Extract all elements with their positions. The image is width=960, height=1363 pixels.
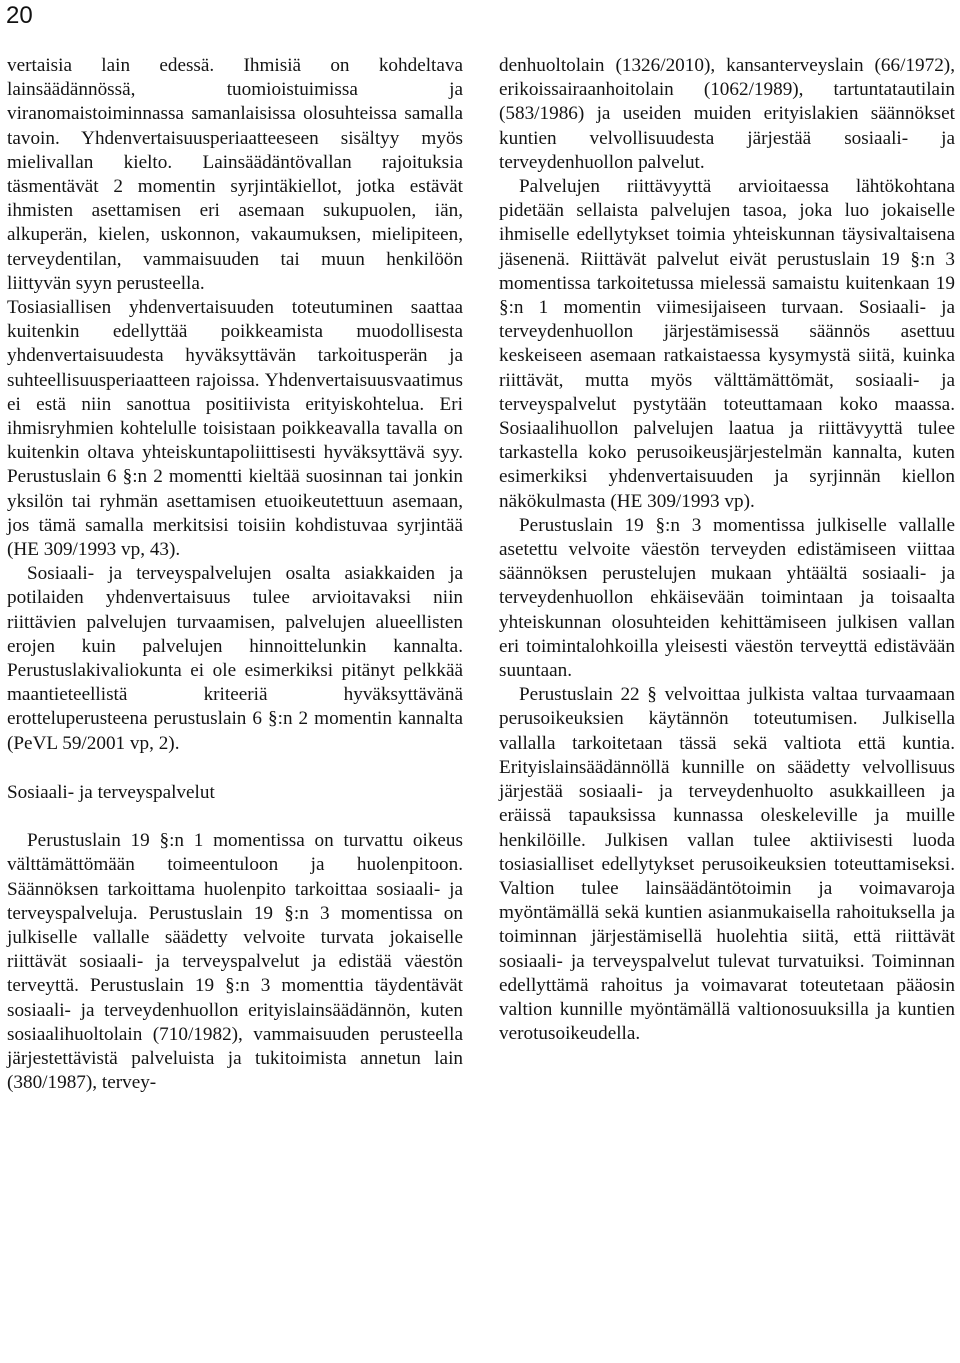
left-column: [7, 54, 463, 1095]
paragraph: Tosiasiallisen yhdenvertaisuuden toteutuminen saattaa kuitenkin edellyttää poikkeamista muodollisesta yhdenvertaisuudesta hyväksyttävän tarkoitusperän ja suhteellisuusperiaatteen rajoissa. Yhdenvertaisuusvaatimus ei estä niin sanottua positiivista erityiskohtelua. Eri ihmisryhmien kohtelulle toisistaan poikkeavalla tavalla on kuitenkin oltava yhteiskuntapoliittisesti hyväksyttävä syy. Perustuslain 6 §:n 2 momentti kieltää suosinnan tai jonkin yksilön tai ryhmän asettamisen etuoikeutettuun asemaan, jos tämä samalla merkitsisi toisiin kohdistuvaa syrjintää (HE 309/1993 vp, 43).: [7, 297, 463, 561]
paragraph: Sosiaali- ja terveyspalvelujen osalta asiakkaiden ja potilaiden yhdenvertaisuus tulee arvioitavaksi niin riittävien palvelujen turvaamisen, palvelujen alueellisten erojen kuin palvelujen hinnoittelunkin kannalta. Perustuslakivaliokunta ei ole esimerkiksi pitänyt pelkkää maantieteellistä kriteeriä hyväksyttävänä erotteluperusteena perustuslain 6 §:n 2 momentin kannalta (PeVL 59/2001 vp, 2).: [7, 563, 463, 754]
paragraph: vertaisia lain edessä. Ihmisiä on kohdeltava lainsäädännössä, tuomioistuimissa ja viranomaistoiminnassa samanlaisissa olosuhteissa samalla tavoin. Yhdenvertaisuusperiaatteeseen sisältyy myös mielivallan kielto. Lainsäädäntövallan rajoituksia täsmentävät 2 momentin syrjintäkiellot, jotka estävät ihmisten asettamisen eri asemaan sukupuolen, iän, alkuperän, kielen, uskonnon, vakaumuksen, mielipiteen, terveydentilan, vammaisuuden tai muun henkilöön liittyvän syyn perusteella.: [7, 55, 463, 294]
paragraph: Perustuslain 19 §:n 3 momentissa julkiselle vallalle asetettu velvoite väestön terveyden edistämiseen viittaa säännöksen perustelujen mukaan yhtäältä sosiaali- ja terveydenhuollon ehkäisevään toimintaan ja toisaalta yhteiskunnan olosuhteiden kehittämiseen julkisen vallan eri toimintalohkoilla yleisesti väestön terveyttä edistävään suuntaan.: [499, 514, 955, 682]
paragraph: Palvelujen riittävyyttä arvioitaessa lähtökohtana pidetään sellaista palvelujen tasoa, joka luo jokaiselle ihmiselle edellytykset toimia yhteiskunnan täysivaltaisena jäsenenä. Riittävät palvelut eivät perustuslain 19 §:n 3 momentissa tarkoitetussa mielessä samaistu kuitenkaan 19 §:n 1 momentin viimesijaiseen turvaan. Sosiaali- ja terveydenhuollon järjestämisessä säännös asettuu keskeiseen asemaan ratkaistaessa kysymystä siitä, kuinka riittävät, mutta myös välttämättömät, sosiaali- ja terveyspalvelut pystytään toteuttamaan koko maassa. Sosiaalihuollon palvelujen laatua ja riittävyyttä tulee tarkastella koko perusoikeusjärjestelmän kannalta, kuten esimerkiksi yhdenvertaisuuden ja syrjinnän kiellon näkökulmasta (HE 309/1993 vp).: [499, 176, 955, 512]
paragraph: Perustuslain 19 §:n 1 momentissa on turvattu oikeus välttämättömään toimeentuloon ja huolenpitoon. Säännöksen tarkoittama huolenpito tarkoittaa sosiaali- ja terveyspalveluja. Perustuslain 19 §:n 3 momentissa on julkiselle vallalle säädetty velvoite turvata jokaiselle riittävät sosiaali- ja terveyspalvelut ja edistää väestön terveyttä. Perustuslain 19 §:n 3 momenttia täydentävät sosiaali- ja terveydenhuollon erityislainsäädännön, kuten sosiaalihuoltolain (710/1982), vammaisuuden perusteella järjestettävistä palveluista ja tukitoimista annetun lain (380/1987), tervey-: [7, 830, 463, 1094]
section-heading: Sosiaali- ja terveyspalvelut: [7, 781, 215, 803]
paragraph: Perustuslain 22 § velvoittaa julkista valtaa turvaamaan perusoikeuksien käytännön toteutumisen. Julkisella vallalla tarkoitetaan tässä sekä valtiota että kuntia. Erityislainsäädännöllä kunnille on säädetty velvollisuus järjestää sosiaali- ja terveydenhuolto asukkailleen ja eräissä tapauksissa kunnassa oleskeleville ja muille henkilöille. Julkisen vallan tulee aktiivisesti luoda tosiasialliset edellytykset perusoikeuksien toteuttamiseksi. Valtion tulee lainsäädäntötoimin ja voimavaroja myöntämällä sekä kuntien asianmukaisella rahoituksella ja toiminnan järjestämisellä huolehtia siitä, että riittävät sosiaali- ja terveyspalvelut tulevat turvatuiksi. Toiminnan edellyttämä rahoitus ja voimavarat toteutetaan pääosin valtion kunnille myöntämällä valtionosuuksilla ja kuntien verotusoikeudella.: [499, 684, 955, 1045]
right-column: [499, 54, 955, 1046]
page-number: 20: [6, 2, 33, 29]
paragraph: denhuoltolain (1326/2010), kansanterveyslain (66/1972), erikoissairaanhoitolain (1062/1989), tartuntatautilain (583/1986) ja useiden muiden erityislakien säännökset kuntien velvollisuudesta järjestää sosiaali- ja terveydenhuollon palvelut.: [499, 55, 955, 173]
